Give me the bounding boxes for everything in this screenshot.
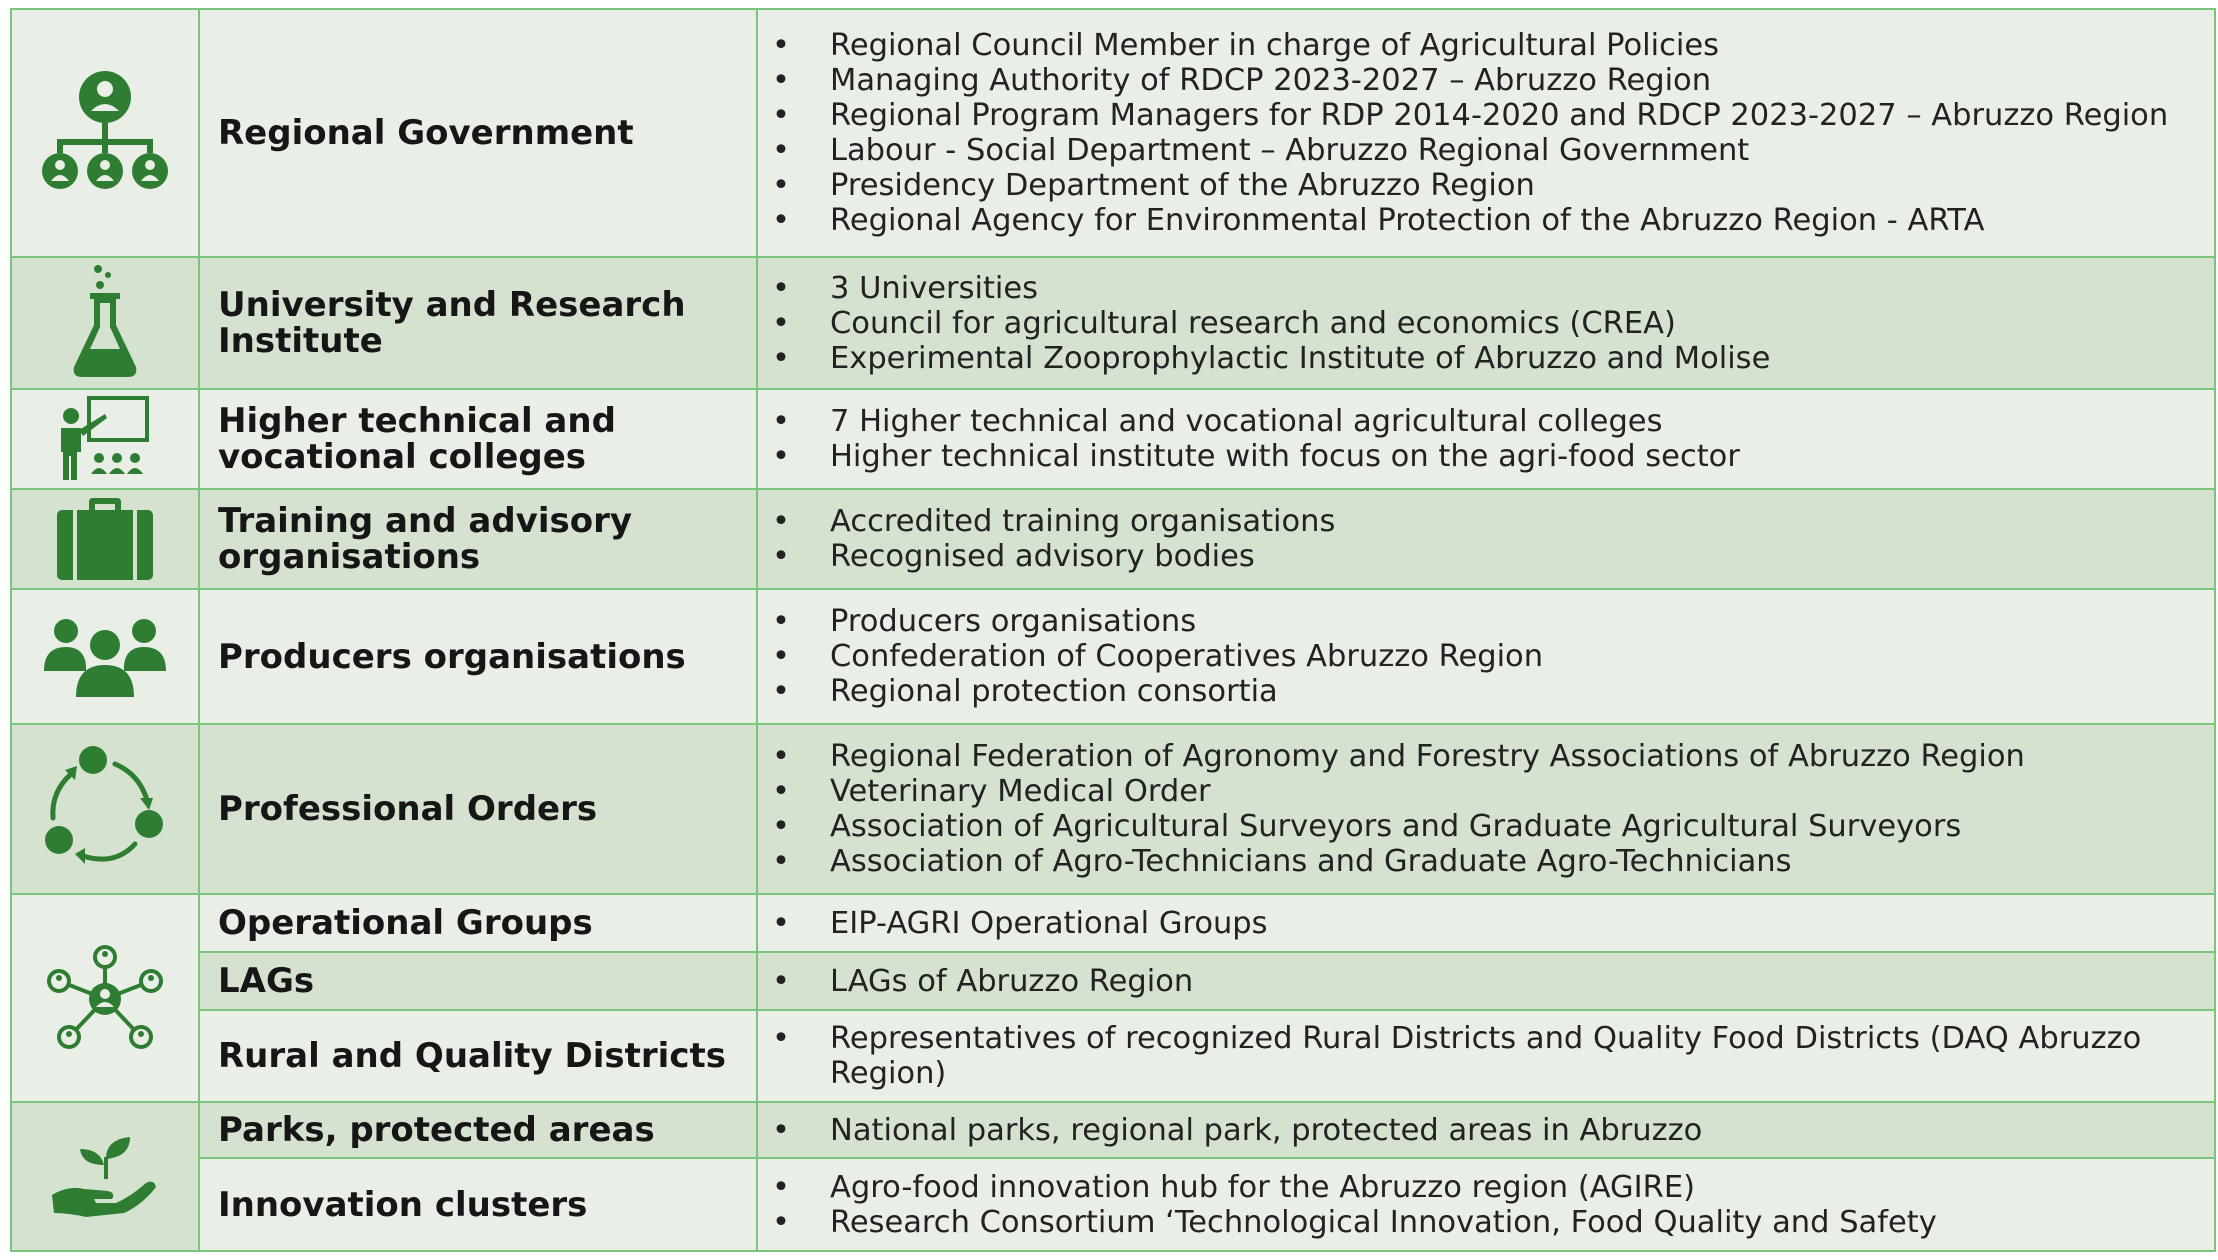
list-item: • Veterinary Medical Order	[772, 774, 2214, 809]
items-cell	[757, 9, 2215, 257]
org-chart-icon	[35, 63, 175, 203]
list-item: • Association of Agricultural Surveyors and Graduate Agricultural Surveyors	[772, 809, 2214, 844]
list-item: • Agro-food innovation hub for the Abruzzo region (AGIRE)	[772, 1170, 2214, 1205]
items-cell	[757, 952, 2215, 1010]
table-row	[11, 489, 2215, 589]
category-label: Innovation clusters	[199, 1158, 757, 1251]
table-row	[11, 724, 2215, 894]
briefcase-icon	[55, 496, 155, 582]
table-row	[11, 894, 2215, 952]
table-row	[11, 9, 2215, 257]
plant-hand-icon	[50, 1135, 160, 1219]
category-label: Rural and Quality Districts	[199, 1010, 757, 1102]
list-item: • Confederation of Cooperatives Abruzzo Region	[772, 639, 2214, 674]
category-label: University and Research Institute	[199, 257, 757, 389]
list-item: • EIP-AGRI Operational Groups	[772, 906, 2214, 941]
category-label: Parks, protected areas	[199, 1102, 757, 1158]
table-row	[11, 1158, 2215, 1251]
list-item: • Accredited training organisations	[772, 504, 2214, 539]
items-cell	[757, 589, 2215, 724]
category-label: LAGs	[199, 952, 757, 1010]
list-item: • National parks, regional park, protected areas in Abruzzo	[772, 1113, 2214, 1148]
table-row	[11, 952, 2215, 1010]
table-row	[11, 257, 2215, 389]
item-list	[772, 28, 2214, 238]
list-item: • Regional Program Managers for RDP 2014-2020 and RDCP 2023-2027 – Abruzzo Region	[772, 98, 2214, 133]
item-list	[772, 1170, 2214, 1240]
list-item: • LAGs of Abruzzo Region	[772, 964, 2214, 999]
list-item: • Producers organisations	[772, 604, 2214, 639]
category-label: Higher technical and vocational colleges	[199, 389, 757, 489]
list-item: • Presidency Department of the Abruzzo Region	[772, 168, 2214, 203]
table-row	[11, 1010, 2215, 1102]
items-cell	[757, 894, 2215, 952]
item-list	[772, 906, 2214, 941]
icon-cell	[11, 489, 199, 589]
icon-cell	[11, 589, 199, 724]
list-item: • Experimental Zooprophylactic Institute of Abruzzo and Molise	[772, 341, 2214, 376]
cycle-icon	[45, 744, 165, 874]
item-list	[772, 1021, 2214, 1091]
table-row	[11, 589, 2215, 724]
items-cell	[757, 1102, 2215, 1158]
list-item: • Association of Agro-Technicians and Graduate Agro-Technicians	[772, 844, 2214, 879]
list-item: • 3 Universities	[772, 271, 2214, 306]
item-list	[772, 271, 2214, 376]
list-item: • Regional protection consortia	[772, 674, 2214, 709]
list-item: • Council for agricultural research and economics (CREA)	[772, 306, 2214, 341]
category-label: Training and advisory organisations	[199, 489, 757, 589]
icon-cell	[11, 257, 199, 389]
icon-cell	[11, 894, 199, 1102]
table-row	[11, 1102, 2215, 1158]
teacher-icon	[55, 394, 155, 484]
icon-cell	[11, 9, 199, 257]
item-list	[772, 604, 2214, 709]
items-cell	[757, 1158, 2215, 1251]
list-item: • Research Consortium ‘Technological Innovation, Food Quality and Safety	[772, 1205, 2214, 1240]
list-item: • Representatives of recognized Rural Districts and Quality Food Districts (DAQ Abruzzo Region)	[772, 1021, 2214, 1091]
stakeholder-table	[10, 8, 2216, 1252]
category-label: Producers organisations	[199, 589, 757, 724]
group-icon	[40, 615, 170, 699]
list-item: • Higher technical institute with focus on the agri-food sector	[772, 439, 2214, 474]
items-cell	[757, 489, 2215, 589]
items-cell	[757, 1010, 2215, 1102]
table-row	[11, 389, 2215, 489]
item-list	[772, 404, 2214, 474]
flask-icon	[70, 263, 140, 383]
item-list	[772, 739, 2214, 879]
icon-cell	[11, 389, 199, 489]
items-cell	[757, 389, 2215, 489]
item-list	[772, 504, 2214, 574]
list-item: • Labour - Social Department – Abruzzo Regional Government	[772, 133, 2214, 168]
category-label: Professional Orders	[199, 724, 757, 894]
network-icon	[45, 943, 165, 1053]
list-item: • Regional Council Member in charge of Agricultural Policies	[772, 28, 2214, 63]
icon-cell	[11, 724, 199, 894]
icon-cell	[11, 1102, 199, 1251]
items-cell	[757, 724, 2215, 894]
item-list	[772, 964, 2214, 999]
category-label: Operational Groups	[199, 894, 757, 952]
list-item: • Regional Federation of Agronomy and Forestry Associations of Abruzzo Region	[772, 739, 2214, 774]
list-item: • Managing Authority of RDCP 2023-2027 – Abruzzo Region	[772, 63, 2214, 98]
list-item: • Recognised advisory bodies	[772, 539, 2214, 574]
list-item: • 7 Higher technical and vocational agricultural colleges	[772, 404, 2214, 439]
list-item: • Regional Agency for Environmental Protection of the Abruzzo Region - ARTA	[772, 203, 2214, 238]
item-list	[772, 1113, 2214, 1148]
items-cell	[757, 257, 2215, 389]
category-label: Regional Government	[199, 9, 757, 257]
